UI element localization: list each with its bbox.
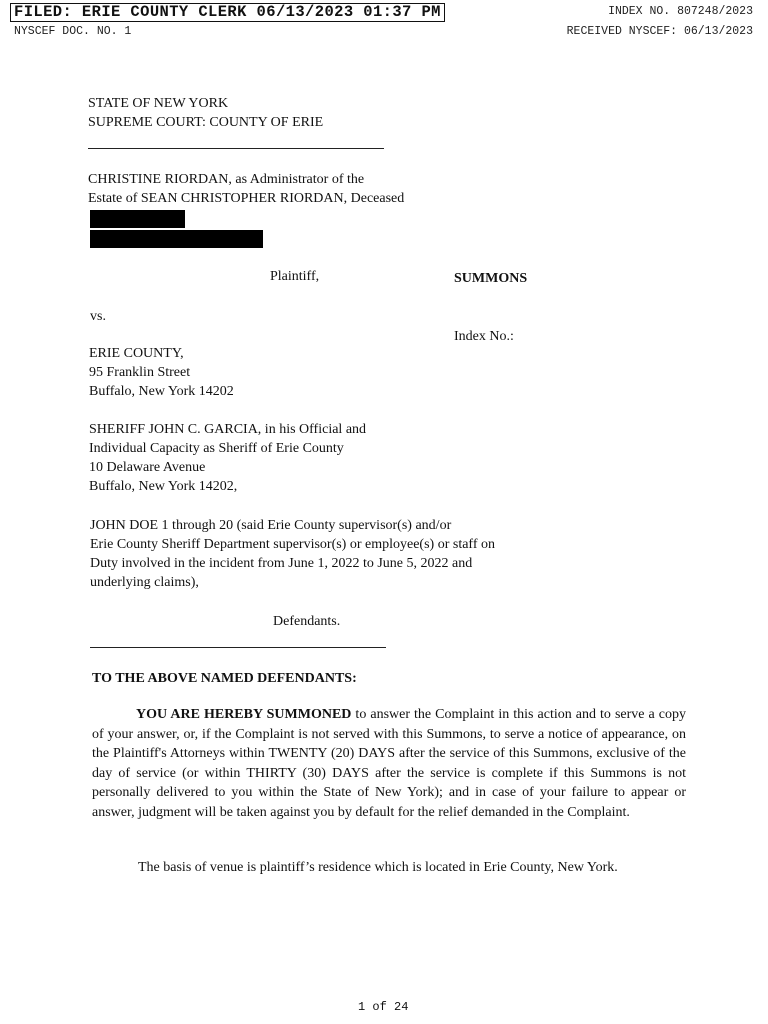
summons-paragraph	[92, 705, 686, 823]
defendant-line: Duty involved in the incident from June 1, 2022 to June 5, 2022 and	[90, 556, 473, 571]
caption-divider-top	[88, 148, 384, 149]
index-number-label: Index No.:	[454, 329, 514, 344]
document-title: SUMMONS	[454, 271, 528, 286]
defendant-line: SHERIFF JOHN C. GARCIA, in his Official and	[89, 422, 367, 437]
venue-statement: The basis of venue is plaintiff’s residence which is located in Erie County, New York.	[138, 860, 618, 875]
defendant-line: Erie County Sheriff Department supervisor(s) or employee(s) or staff on	[90, 537, 495, 552]
plaintiff-role: Plaintiff,	[270, 269, 320, 284]
redaction-bar	[90, 210, 185, 228]
defendant-line: 95 Franklin Street	[89, 365, 191, 380]
defendant-line: 10 Delaware Avenue	[89, 460, 206, 475]
page-number: 1 of 24	[358, 1000, 409, 1014]
defendants-role: Defendants.	[273, 614, 341, 629]
court-county: SUPREME COURT: COUNTY OF ERIE	[88, 115, 324, 130]
defendant-line: Buffalo, New York 14202,	[89, 479, 238, 494]
defendant-line: Individual Capacity as Sheriff of Erie County	[89, 441, 344, 456]
defendant-line: Buffalo, New York 14202	[89, 384, 234, 399]
caption-divider-bottom	[90, 647, 386, 648]
court-state: STATE OF NEW YORK	[88, 96, 229, 111]
notice-heading: TO THE ABOVE NAMED DEFENDANTS:	[92, 671, 357, 686]
nyscef-doc-number: NYSCEF DOC. NO. 1	[14, 25, 132, 38]
summons-text: to answer the Complaint in this action and to serve a copy of your answer, or, if the Complaint is not served with this Summons, to serve a notice of appearance, on the Plaintiff's Attorneys within TWENTY (20) DAYS after the service of this Summons, exclusive of the day of service (or within THIRTY (30) DAYS after the service is complete if this Summons is not personally delivered to you within the State of New York); and in case of your failure to appear or answer, judgment will be taken against you by default for the relief demanded in the Complaint.	[92, 707, 686, 820]
versus: vs.	[90, 309, 106, 324]
summoned-phrase: YOU ARE HEREBY SUMMONED	[136, 707, 352, 722]
index-number: INDEX NO. 807248/2023	[608, 5, 753, 18]
filed-stamp: FILED: ERIE COUNTY CLERK 06/13/2023 01:37 PM	[10, 3, 445, 22]
plaintiff-name: CHRISTINE RIORDAN, as Administrator of the	[88, 172, 365, 187]
received-date: RECEIVED NYSCEF: 06/13/2023	[566, 25, 753, 38]
defendant-line: JOHN DOE 1 through 20 (said Erie County supervisor(s) and/or	[90, 518, 452, 533]
defendant-line: ERIE COUNTY,	[89, 346, 184, 361]
redaction-bar	[90, 230, 263, 248]
defendant-line: underlying claims),	[90, 575, 199, 590]
plaintiff-estate: Estate of SEAN CHRISTOPHER RIORDAN, Deceased	[88, 191, 405, 206]
